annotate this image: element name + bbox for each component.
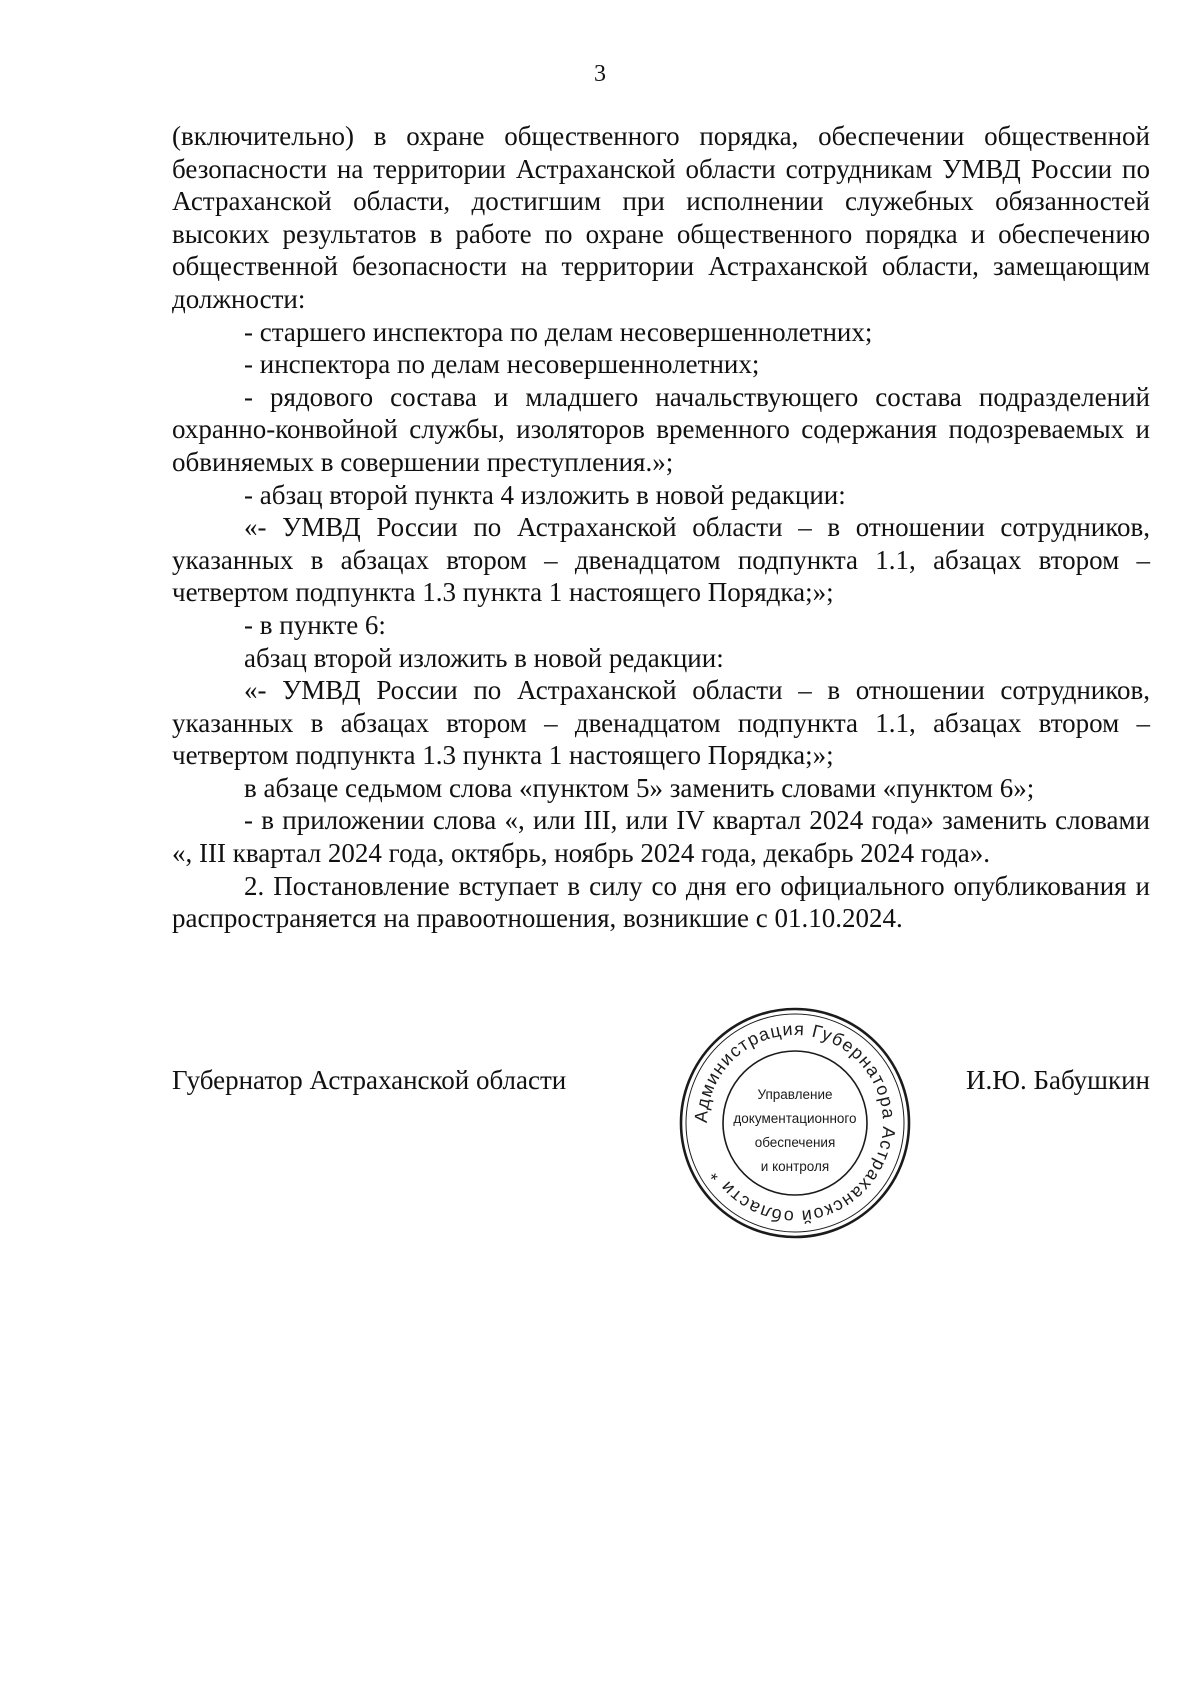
paragraph-continuation: (включительно) в охране общественного порядка, обеспечении общественной безопасности на территории Астраханской области сотрудникам УМВД России по Астраханской области, достигшим при исполнении служебных обязанностей высоких результатов в работе по охране общественного порядка и обеспечению общественной безопасности на территории Астраханской области, замещающим должности: bbox=[172, 121, 1150, 314]
list-item-senior-inspector: - старшего инспектора по делам несовершеннолетних; bbox=[244, 316, 873, 347]
signatory-name: И.Ю. Бабушкин bbox=[965, 1065, 1150, 1095]
paragraph-appendix-amendment: - в приложении слова «, или III, или IV квартал 2024 года» заменить словами «, III квартал 2024 года, октябрь, ноябрь 2024 года, декабрь 2024 года». bbox=[172, 805, 1150, 869]
seal-center-line-4: и контроля bbox=[760, 1159, 830, 1174]
quoted-text-point-6: «- УМВД России по Астраханской области – в отношении сотрудников, указанных в абзацах втором – двенадцатом подпункта 1.1, абзацах втором – четвертом подпункта 1.3 пункта 1 настоящего Порядка;»; bbox=[172, 675, 1150, 771]
document-body bbox=[172, 120, 1150, 935]
seal-center-line-3: обеспечения bbox=[754, 1135, 836, 1150]
paragraph-point-6-second: абзац второй изложить в новой редакции: bbox=[244, 642, 724, 673]
signatory-position: Губернатор Астраханской области bbox=[172, 1065, 567, 1095]
page-number: 3 bbox=[594, 61, 606, 87]
paragraph-entry-into-force: 2. Постановление вступает в силу со дня его официального опубликования и распространяется на правоотношения, возникшие с 01.10.2024. bbox=[172, 870, 1150, 934]
seal-center-line-2: документационного bbox=[733, 1111, 857, 1126]
list-item-rank-and-file: - рядового состава и младшего начальствующего состава подразделений охранно-конвойной службы, изоляторов временного содержания подозреваемых и обвиняемых в совершении преступления.»; bbox=[172, 381, 1150, 477]
seal-graphic bbox=[677, 1005, 913, 1241]
seal-center-line-1: Управление bbox=[757, 1087, 833, 1102]
quoted-text-point-4: «- УМВД России по Астраханской области – в отношении сотрудников, указанных в абзацах втором – двенадцатом подпункта 1.1, абзацах втором – четвертом подпункта 1.3 пункта 1 настоящего Порядка;»; bbox=[172, 512, 1150, 608]
paragraph-point-6-seventh: в абзаце седьмом слова «пунктом 5» заменить словами «пунктом 6»; bbox=[244, 772, 1035, 803]
official-seal bbox=[677, 1005, 913, 1241]
paragraph-point-6: - в пункте 6: bbox=[244, 609, 386, 640]
seal-ring-text: Администрация Губернатора Астраханской области * bbox=[690, 1018, 900, 1228]
paragraph-amendment-point-4: - абзац второй пункта 4 изложить в новой редакции: bbox=[244, 479, 846, 510]
signature-block bbox=[172, 1062, 1150, 1102]
list-item-inspector: - инспектора по делам несовершеннолетних; bbox=[244, 349, 760, 380]
